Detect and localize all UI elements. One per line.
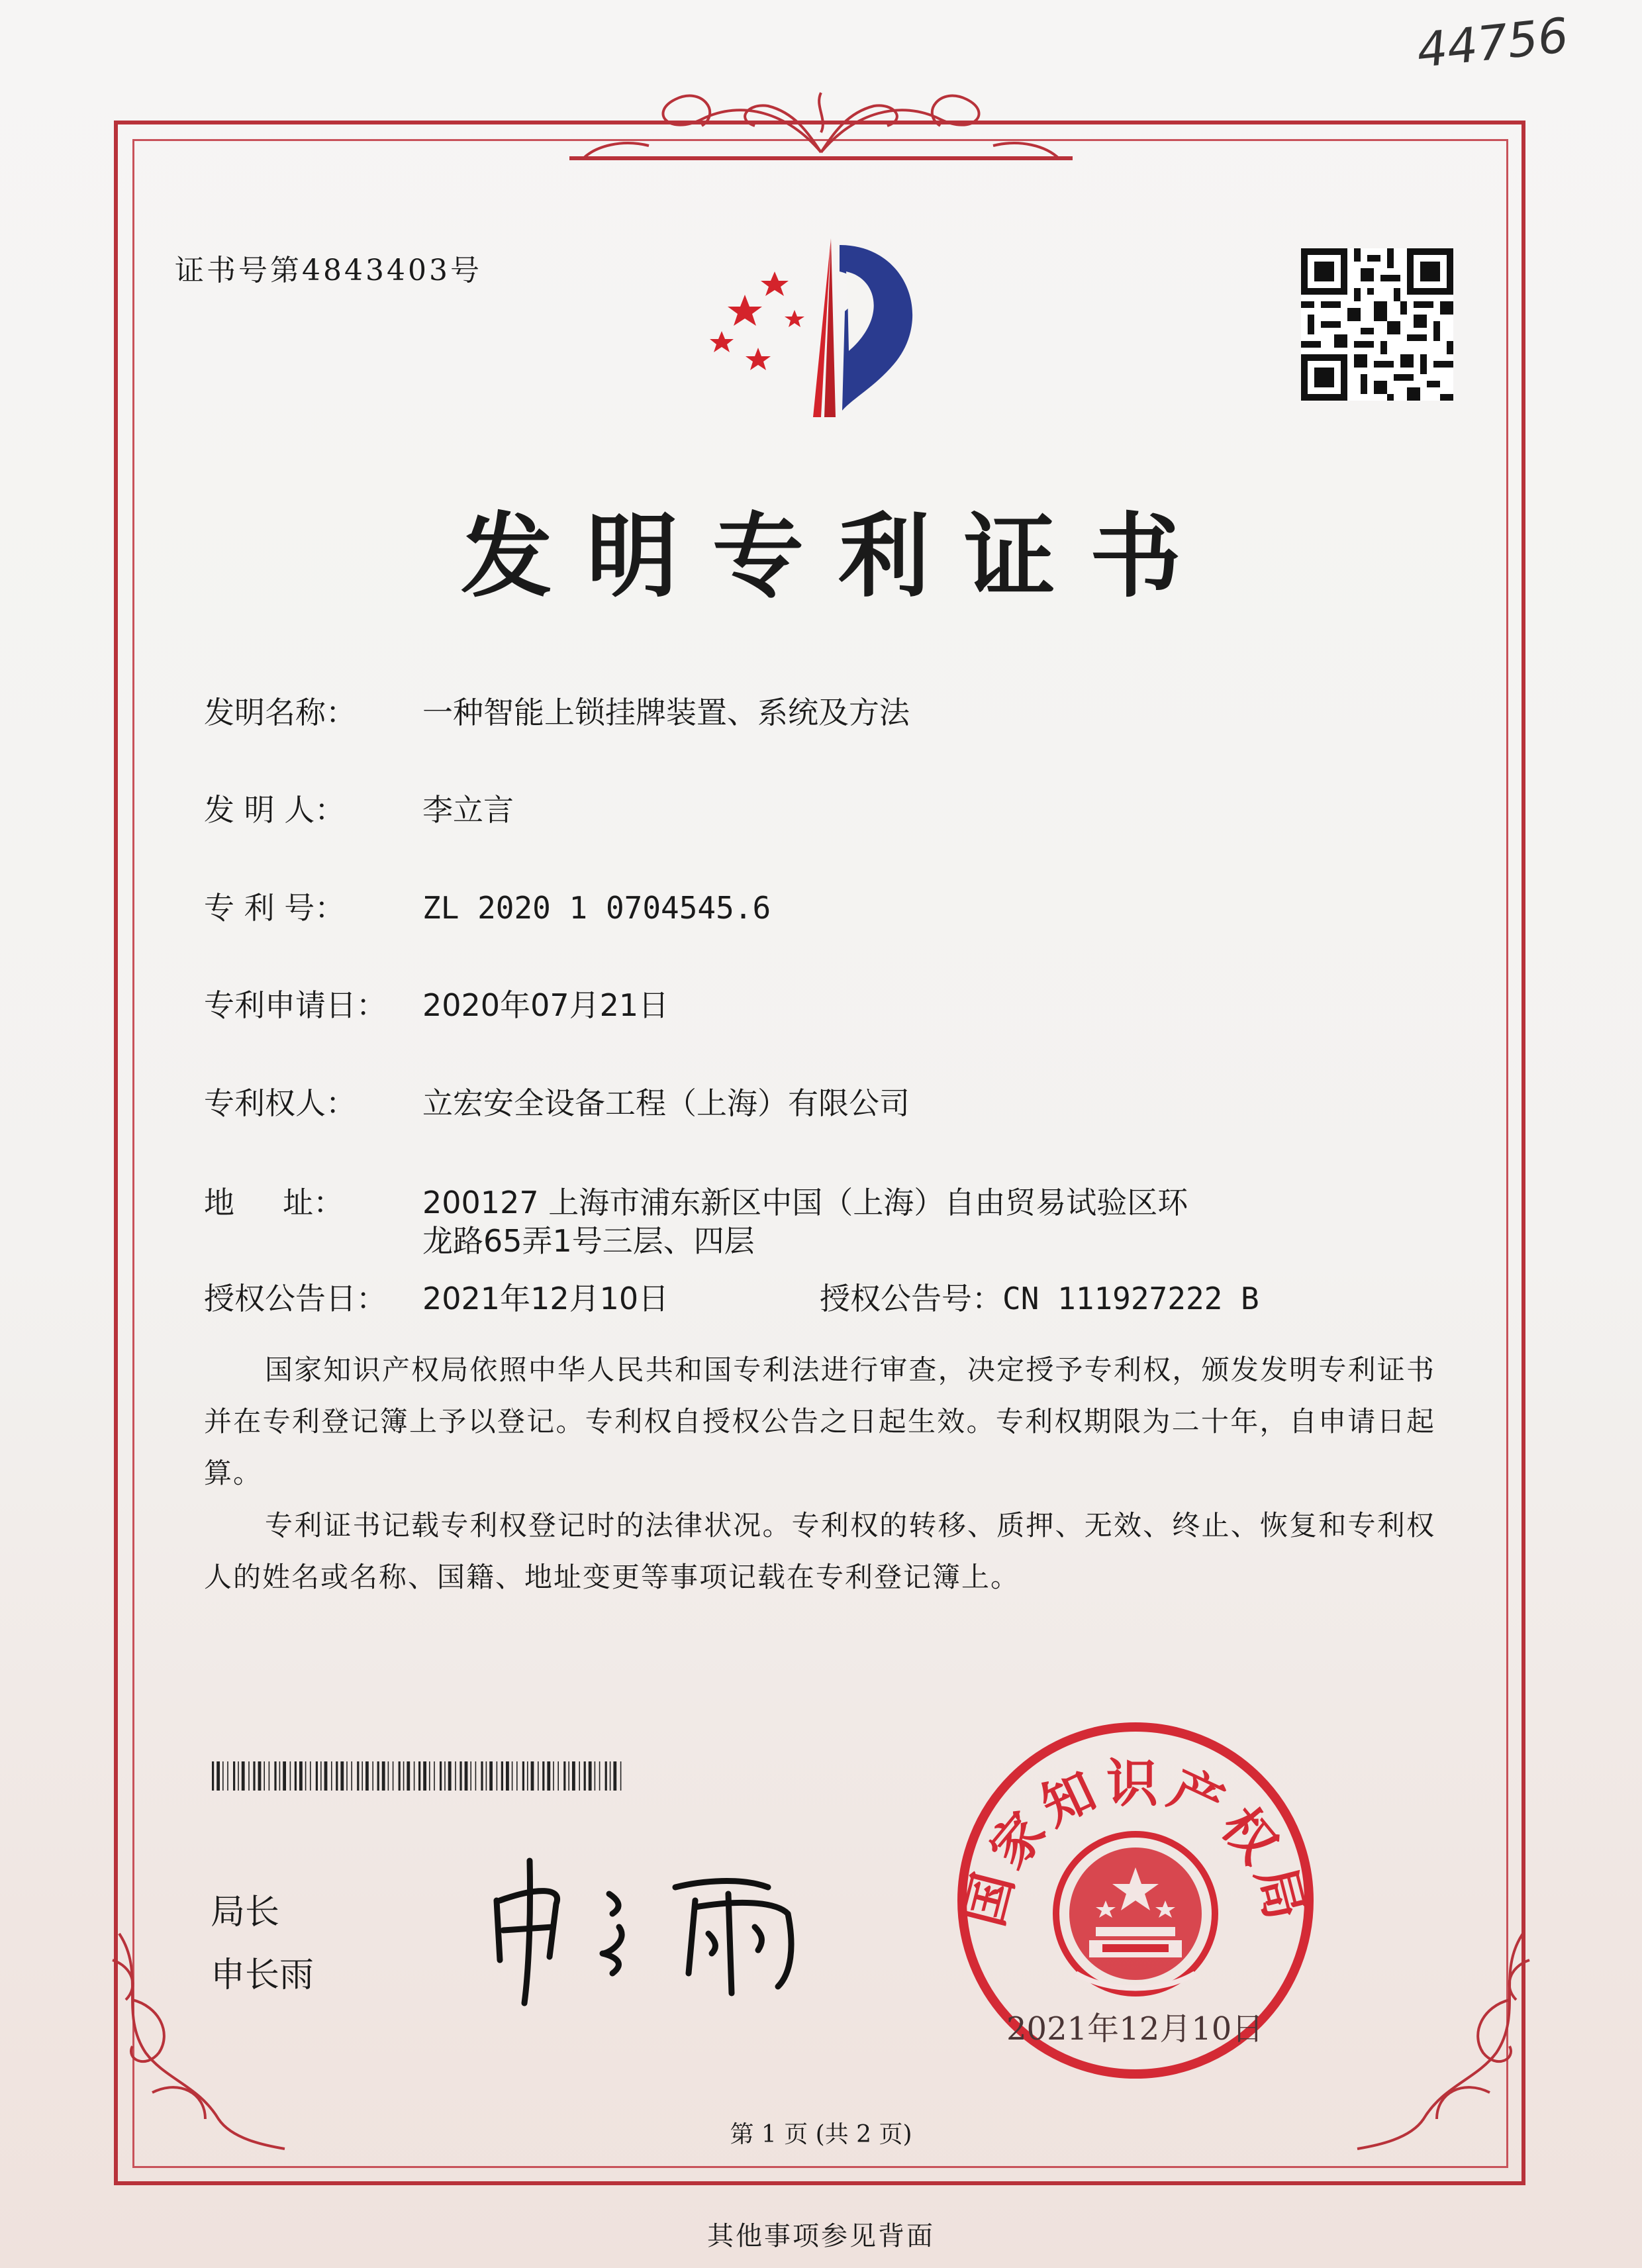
patentee-label: 专利权人：	[204, 1085, 356, 1121]
inventor-value: 李立言	[422, 792, 514, 828]
statement-paragraph-2: 专利证书记载专利权登记时的法律状况。专利权的转移、质押、无效、终止、恢复和专利权人的姓名或名称、国籍、地址变更等事项记载在专利登记簿上。	[204, 1509, 1435, 1593]
address-label: 地 址：	[204, 1185, 344, 1220]
certificate-number: 证书号第4843403号	[175, 254, 482, 287]
patentee-value: 立宏安全设备工程（上海）有限公司	[422, 1085, 910, 1121]
filing-date-label: 专利申请日：	[204, 987, 387, 1023]
footer-note: 其他事项参见背面	[707, 2221, 935, 2251]
director-name: 申长雨	[211, 1955, 314, 1995]
invention-name-label: 发明名称：	[204, 695, 356, 730]
inventor-row	[204, 786, 514, 830]
filing-date-row	[204, 981, 669, 1025]
qr-code-icon	[1301, 248, 1453, 401]
filing-date-value: 2020年07月21日	[422, 987, 669, 1023]
invention-name-value: 一种智能上锁挂牌装置、系统及方法	[422, 695, 910, 730]
handwritten-note: 44756	[1414, 7, 1571, 79]
grant-date-label: 授权公告日：	[204, 1281, 387, 1316]
svg-text:国家知识产权局: 国家知识产权局	[954, 1753, 1317, 1932]
patent-number-label: 专 利 号：	[204, 890, 346, 926]
director-signature-icon	[477, 1841, 834, 2013]
grant-date-row	[204, 1275, 669, 1318]
statement-paragraph-1: 国家知识产权局依照中华人民共和国专利法进行审查，决定授予专利权，颁发发明专利证书并在专利登记簿上予以登记。专利权自授权公告之日起生效。专利权期限为二十年，自申请日起算。	[204, 1354, 1435, 1489]
grant-publication-number-label: 授权公告号：	[820, 1281, 1002, 1316]
address-value-line1: 200127 上海市浦东新区中国（上海）自由贸易试验区环	[422, 1185, 1188, 1220]
address-value-line2: 龙路65弄1号三层、四层	[422, 1223, 755, 1259]
inventor-label: 发 明 人：	[204, 792, 346, 828]
top-ornament-icon	[569, 73, 1073, 172]
address-row	[204, 1179, 1188, 1222]
grant-publication-number-row	[820, 1275, 1259, 1318]
cnipa-logo-icon	[695, 232, 947, 424]
director-title: 局长	[211, 1893, 280, 1932]
seal-date: 2021年12月10日	[1006, 2010, 1264, 2047]
patentee-row	[204, 1079, 910, 1123]
barcode-icon	[212, 1761, 622, 1791]
patent-number-row	[204, 884, 771, 928]
page-indicator: 第 1 页 (共 2 页)	[730, 2121, 912, 2148]
certificate-title: 发明专利证书	[460, 502, 1216, 610]
grant-date-value: 2021年12月10日	[422, 1281, 669, 1316]
grant-publication-number-value: CN 111927222 B	[1002, 1281, 1259, 1316]
patent-number-value: ZL 2020 1 0704545.6	[422, 890, 771, 926]
invention-name-row	[204, 689, 910, 732]
